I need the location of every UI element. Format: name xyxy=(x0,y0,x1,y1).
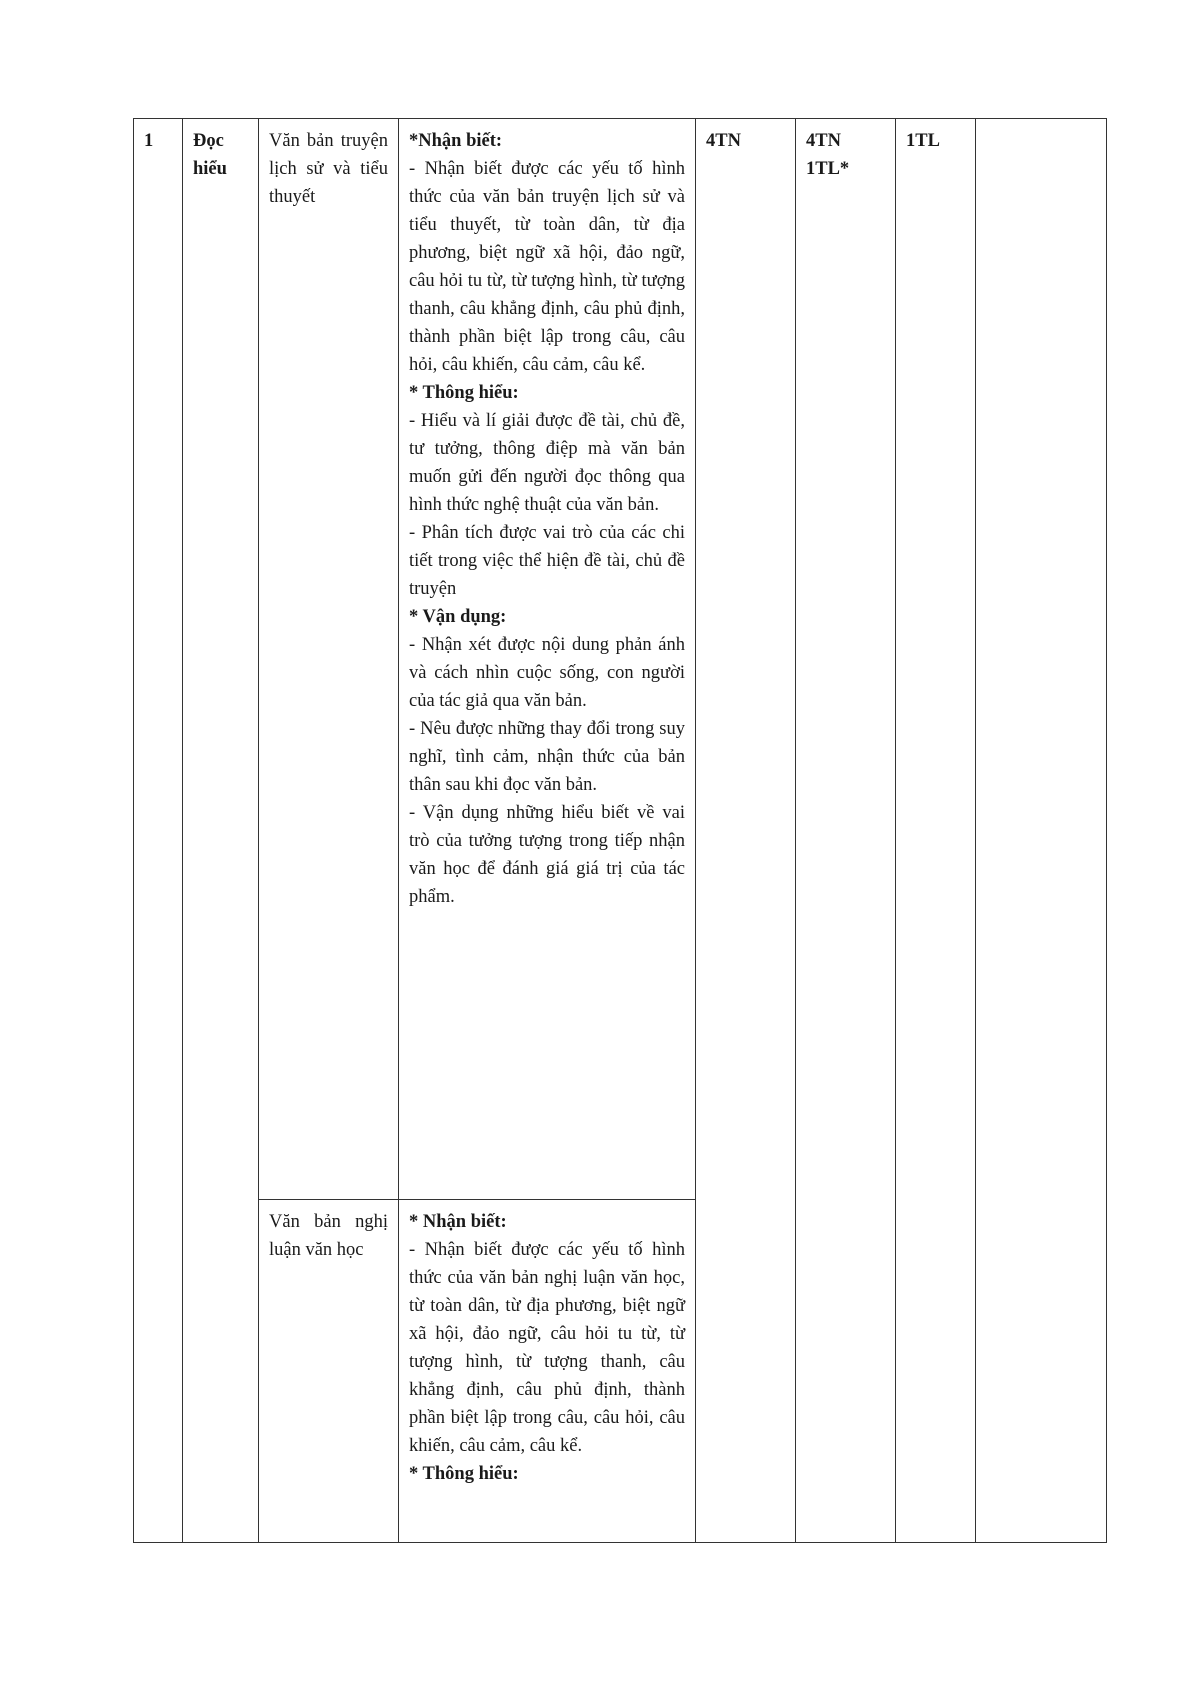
unit-name: Văn bản truyện lịch sử và tiểu thuyết xyxy=(259,119,399,1200)
unit-description xyxy=(399,1200,696,1543)
specification-table xyxy=(133,118,1107,1543)
row-number: 1 xyxy=(134,119,183,1543)
section-heading: * Thông hiểu: xyxy=(409,1464,519,1484)
level-comprehension xyxy=(796,119,896,1543)
description-item: - Phân tích được vai trò của các chi tiết trong việc thể hiện đề tài, chủ đề truyện xyxy=(409,523,685,599)
section-heading: * Thông hiểu: xyxy=(409,383,519,403)
section-heading: *Nhận biết: xyxy=(409,131,503,151)
level-comprehension-mc: 4TN xyxy=(806,131,841,151)
skill-name: Đọc hiểu xyxy=(183,119,259,1543)
table-row xyxy=(134,119,1107,1200)
description-item: - Vận dụng những hiểu biết về vai trò của tưởng tượng trong tiếp nhận văn học để đánh giá giá trị của tác phẩm. xyxy=(409,803,685,907)
level-application: 1TL xyxy=(896,119,976,1543)
section-heading: * Vận dụng: xyxy=(409,607,507,627)
description-item: - Nêu được những thay đổi trong suy nghĩ, tình cảm, nhận thức của bản thân sau khi đọc văn bản. xyxy=(409,719,685,795)
level-comprehension-essay: 1TL* xyxy=(806,159,850,179)
unit-name: Văn bản nghị luận văn học xyxy=(259,1200,399,1543)
description-item: - Nhận xét được nội dung phản ánh và cách nhìn cuộc sống, con người của tác giả qua văn bản. xyxy=(409,635,685,711)
section-heading: * Nhận biết: xyxy=(409,1212,507,1232)
unit-description xyxy=(399,119,696,1200)
description-item: - Nhận biết được các yếu tố hình thức của văn bản nghị luận văn học, từ toàn dân, từ địa phương, biệt ngữ xã hội, đảo ngữ, câu hỏi tu từ, từ tượng hình, từ tượng thanh, câu khẳng định, câu phủ định, thành phần biệt lập trong câu, câu hỏi, câu khiến, câu cảm, câu kể. xyxy=(409,1240,685,1456)
description-item: - Nhận biết được các yếu tố hình thức của văn bản truyện lịch sử và tiểu thuyết, từ toàn dân, từ địa phương, biệt ngữ xã hội, đảo ngữ, câu hỏi tu từ, từ tượng hình, từ tượng thanh, câu khẳng định, câu phủ định, thành phần biệt lập trong câu, câu hỏi, câu khiến, câu cảm, câu kể. xyxy=(409,159,685,375)
description-item: - Hiểu và lí giải được đề tài, chủ đề, tư tưởng, thông điệp mà văn bản muốn gửi đến người đọc thông qua hình thức nghệ thuật của văn bản. xyxy=(409,411,685,515)
level-high-application xyxy=(976,119,1107,1543)
level-recognition: 4TN xyxy=(696,119,796,1543)
